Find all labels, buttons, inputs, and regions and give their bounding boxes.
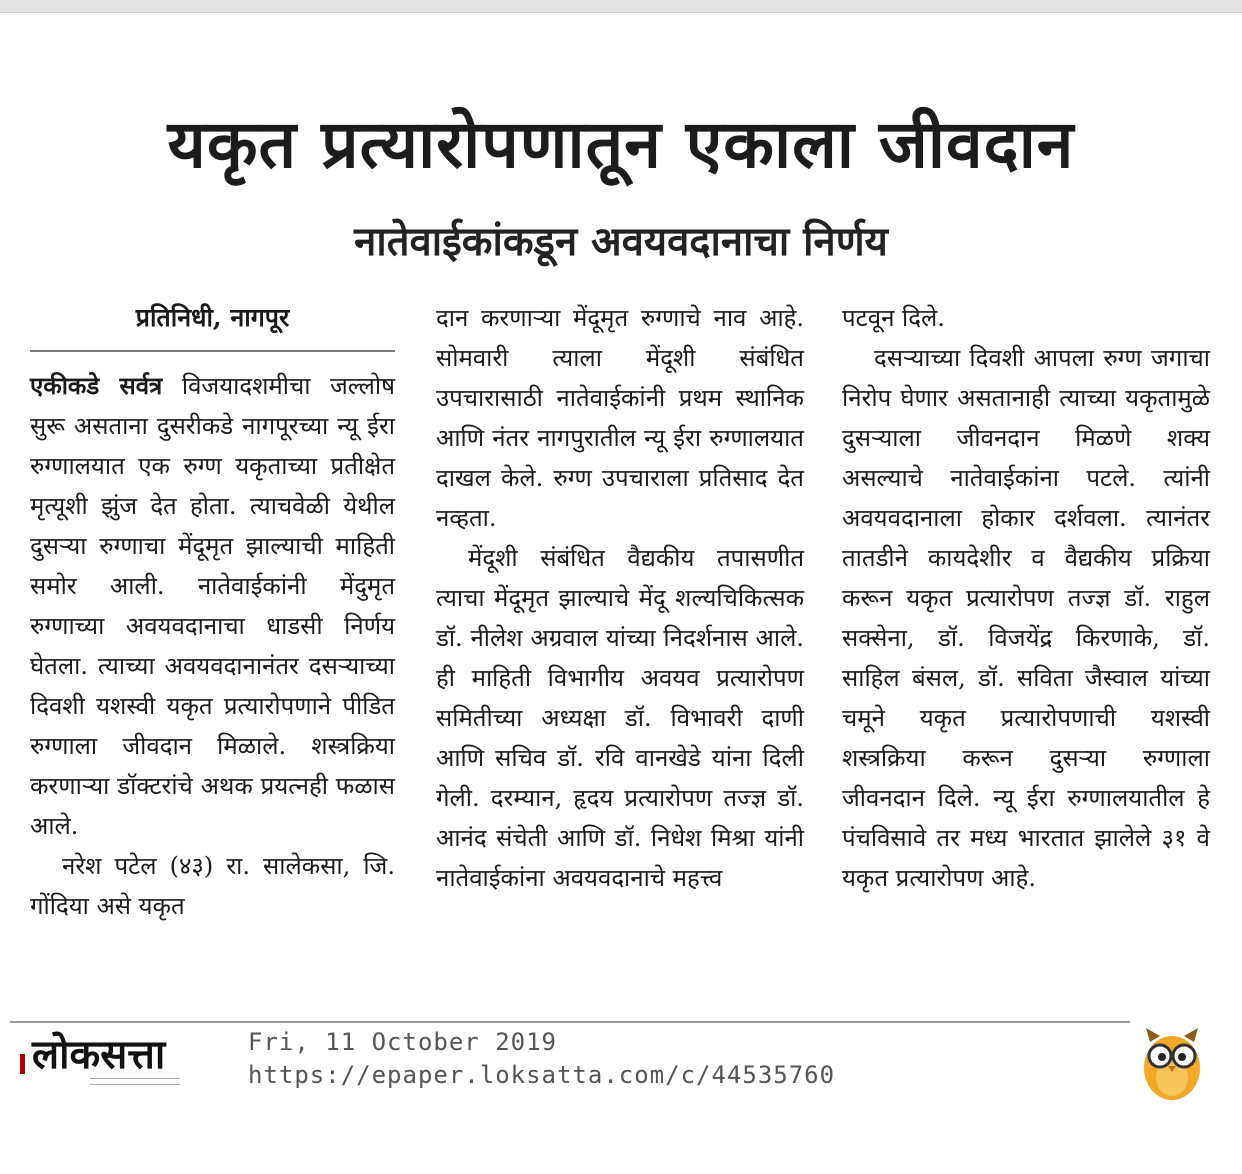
logo-accent-mark xyxy=(20,1054,25,1074)
byline-divider xyxy=(30,350,395,352)
browser-top-bar xyxy=(0,0,1242,13)
lead-in-text: एकीकडे सर्वत्र xyxy=(30,371,163,400)
loksatta-logo[interactable] xyxy=(20,1028,242,1090)
column-1-paragraph-2: नरेश पटेल (४३) रा. सालेकसा, जि. गोंदिया असे यकृत xyxy=(30,852,395,920)
column-2-paragraph-2: मेंदूशी संबंधित वैद्यकीय तपासणीत त्याचा मेंदूमृत झाल्याचे मेंदू शल्यचिकित्सक डॉ. नीलेश अग्रवाल यांच्या निदर्शनास आले. ही माहिती विभागीय अवयव प्रत्यारोपण समितीच्या अध्यक्षा डॉ. विभावरी दाणी आणि सचिव डॉ. रवि वानखेडे यांना दिली गेली. दरम्यान, हृदय प्रत्यारोपण तज्ज्ञ डॉ. आनंद संचेती आणि डॉ. निधेश मिश्रा यांनी नातेवाईकांना अवयवदानाचे महत्त्व xyxy=(436,544,804,892)
article-headline: यकृत प्रत्यारोपणातून एकाला जीवदान xyxy=(167,106,1075,183)
logo-wordmark: लोकसत्ता xyxy=(32,1032,166,1078)
column-1-paragraph-1-text: विजयादशमीचा जल्लोष सुरू असताना दुसरीकडे नागपूरच्या न्यू ईरा रुग्णालयात एक रुग्ण यकृताच्या प्रतीक्षेत मृत्यूशी झुंज देत होता. त्याचवेळी येथील दुसऱ्या रुग्णाचा मेंदूमृत झाल्याची माहिती समोर आली. नातेवाईकांनी मेंदुमृत रुग्णाच्या अवयवदानाचा धाडसी निर्णय घेतला. त्याच्या अवयवदानानंतर दसऱ्याच्या दिवशी यशस्वी यकृत प्रत्यारोपणाने पीडित रुग्णाला जीवदान मिळाले. शस्त्रक्रिया करणाऱ्या डॉक्टरांचे अथक प्रयत्नही फळास आले. xyxy=(30,372,395,840)
owl-mascot-icon[interactable] xyxy=(1136,1022,1208,1102)
column-3-paragraph-1: पटवून दिले. xyxy=(842,304,945,332)
footer-divider xyxy=(10,1021,1130,1023)
article-subheadline: नातेवाईकांकडून अवयवदानाचा निर्णय xyxy=(354,219,888,265)
column-2-paragraph-1: दान करणाऱ्या मेंदूमृत रुग्णाचे नाव आहे. सोमवारी त्याला मेंदूशी संबंधित उपचारासाठी नातेवाईकांनी प्रथम स्थानिक आणि नंतर नागपुरातील न्यू ईरा रुग्णालयात दाखल केले. रुग्ण उपचाराला प्रतिसाद देत नव्हता. xyxy=(436,304,804,532)
article-column-2 xyxy=(436,298,804,898)
article-byline: प्रतिनिधी, नागपूर xyxy=(135,303,290,332)
column-3-paragraph-2: दसऱ्याच्या दिवशी आपला रुग्ण जगाचा निरोप घेणार असतानाही त्याच्या यकृतामुळे दुसऱ्याला जीवनदान मिळणे शक्य असल्याचे नातेवाईकांना पटले. त्यांनी अवयवदानाला होकार दर्शवला. त्यानंतर तातडीने कायदेशीर व वैद्यकीय प्रक्रिया करून यकृत प्रत्यारोपण तज्ज्ञ डॉ. राहुल सक्सेना, डॉ. विजयेंद्र किरणाके, डॉ. साहिल बंसल, डॉ. सविता जैस्वाल यांच्या चमूने यकृत प्रत्यारोपणाची यशस्वी शस्त्रक्रिया करून दुसऱ्या रुग्णाला जीवनदान दिले. न्यू ईरा रुग्णालयातील हे पंचविसावे तर मध्य भारतात झालेले ३१ वे यकृत प्रत्यारोपण आहे. xyxy=(842,344,1210,892)
article-column-3 xyxy=(842,298,1210,898)
column-1-paragraph-1 xyxy=(30,366,395,846)
edition-date: Fri, 11 October 2019 xyxy=(248,1028,557,1056)
logo-tagline-rule xyxy=(90,1078,180,1085)
article-url-link[interactable]: https://epaper.loksatta.com/c/44535760 xyxy=(248,1061,836,1089)
article-column-1 xyxy=(30,298,395,926)
